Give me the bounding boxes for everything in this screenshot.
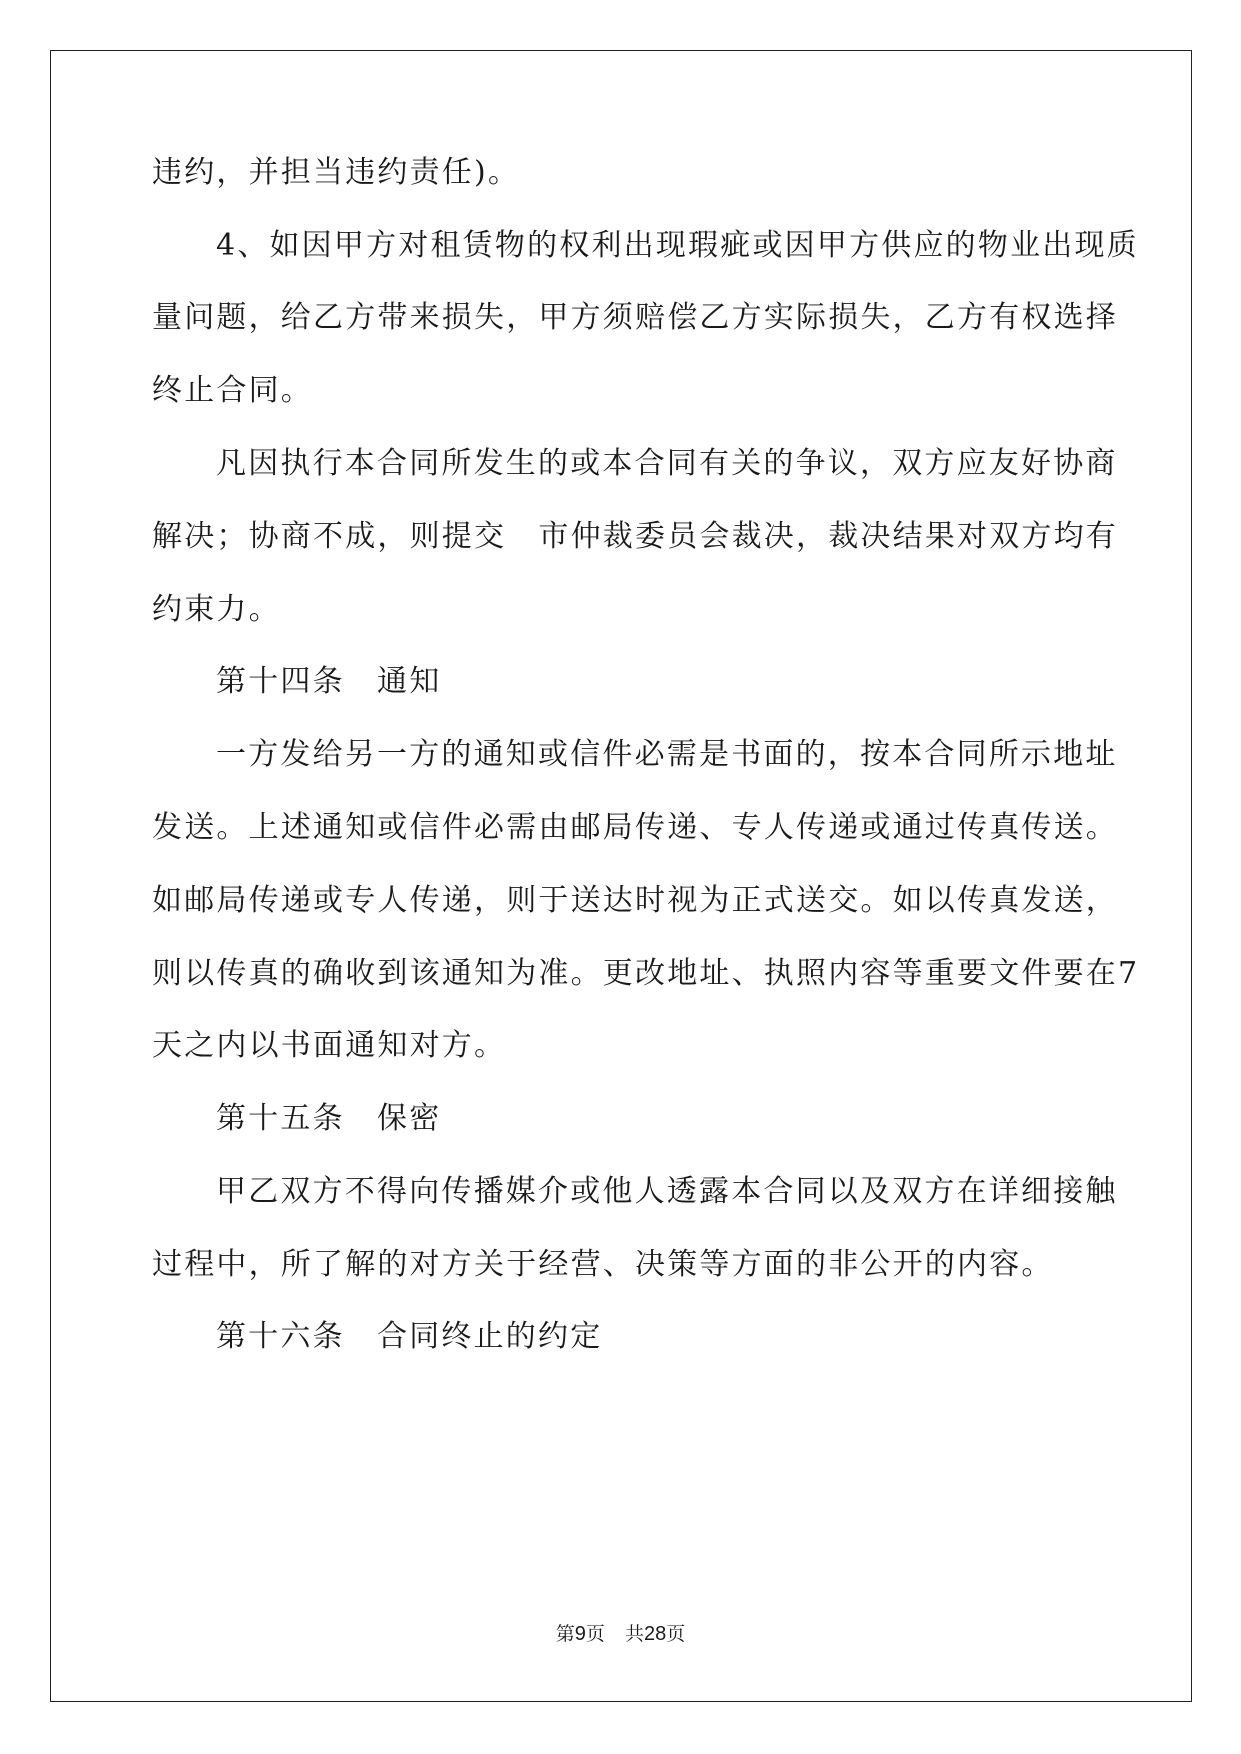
page-suffix: 页: [585, 1623, 605, 1645]
text-line: 一方发给另一方的通知或信件必需是书面的，按本合同所示地址: [216, 737, 1118, 772]
total-pages: 28: [643, 1623, 667, 1645]
total-prefix: 共: [624, 1623, 644, 1645]
text-line: 违约，并担当违约责任)。: [152, 155, 521, 190]
text-line: 4、如因甲方对租赁物的权利出现瑕疵或因甲方供应的物业出现质: [216, 228, 1139, 263]
total-suffix: 页: [666, 1623, 686, 1645]
text-line: 则以传真的确收到该通知为准。更改地址、执照内容等重要文件要在7: [152, 956, 1140, 991]
text-line: 量问题，给乙方带来损失，甲方须赔偿乙方实际损失，乙方有权选择: [152, 300, 1118, 335]
text-line: 天之内以书面通知对方。: [152, 1028, 507, 1063]
page-prefix: 第: [555, 1623, 575, 1645]
page-number: 9: [574, 1623, 586, 1645]
text-line: 终止合同。: [152, 373, 313, 408]
section-heading: 第十六条 合同终止的约定: [216, 1319, 603, 1354]
text-line: 解决；协商不成，则提交 市仲裁委员会裁决，裁决结果对双方均有: [152, 519, 1118, 554]
text-line: 约束力。: [152, 592, 281, 627]
text-line: 如邮局传递或专人传递，则于送达时视为正式送交。如以传真发送，: [152, 883, 1118, 918]
section-heading: 第十四条 通知: [216, 664, 442, 699]
text-line: 发送。上述通知或信件必需由邮局传递、专人传递或通过传真传送。: [152, 810, 1118, 845]
section-heading: 第十五条 保密: [216, 1101, 442, 1136]
text-line: 甲乙双方不得向传播媒介或他人透露本合同以及双方在详细接触: [216, 1174, 1118, 1209]
text-line: 凡因执行本合同所发生的或本合同有关的争议，双方应友好协商: [216, 446, 1118, 481]
page-footer: [0, 1622, 1241, 1646]
text-line: 过程中，所了解的对方关于经营、决策等方面的非公开的内容。: [152, 1247, 1054, 1282]
